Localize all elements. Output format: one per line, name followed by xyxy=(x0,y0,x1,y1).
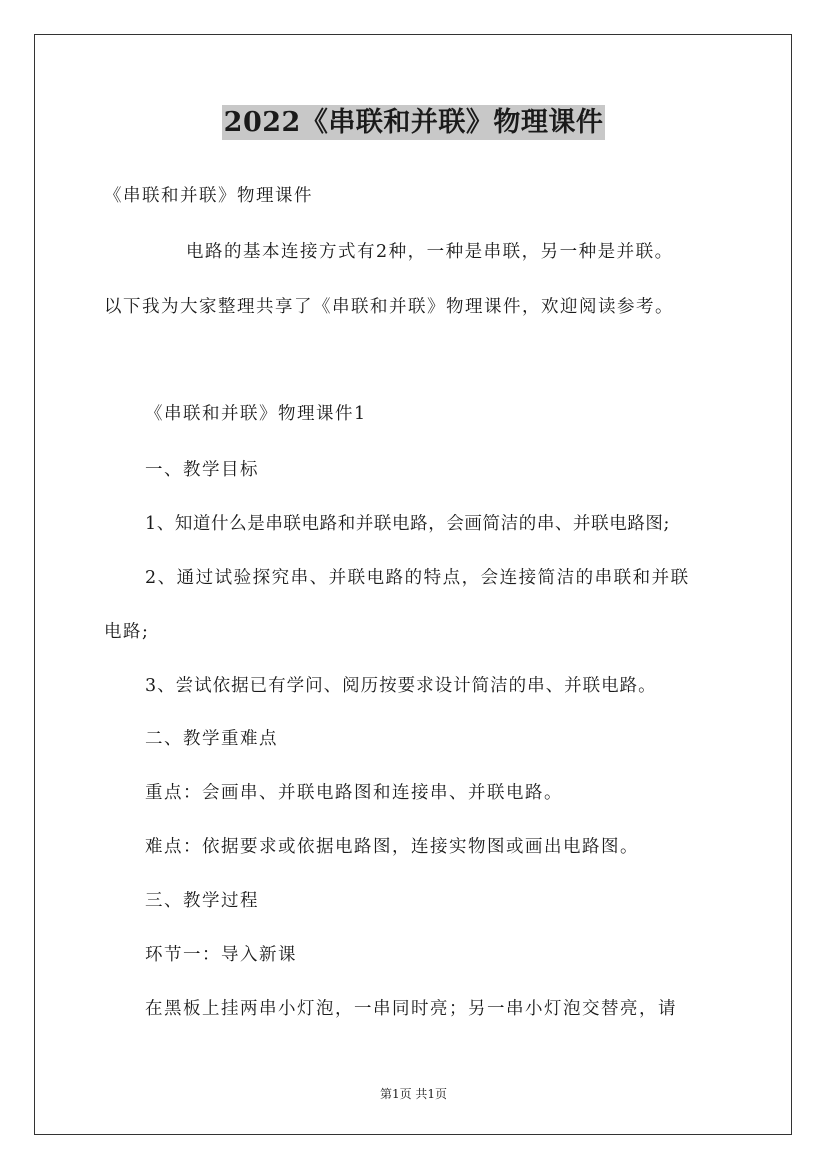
section-heading: 《串联和并联》物理课件1 xyxy=(145,404,367,424)
paragraph-line: 电路的基本连接方式有2种，一种是串联，另一种是并联。 xyxy=(186,242,674,262)
paragraph-line: 以下我为大家整理共享了《串联和并联》物理课件，欢迎阅读参考。 xyxy=(104,297,674,317)
paragraph-line: 重点：会画串、并联电路图和连接串、并联电路。 xyxy=(145,783,563,803)
section-heading: 环节一：导入新课 xyxy=(145,945,297,965)
paragraph-line: 2、通过试验探究串、并联电路的特点，会连接简洁的串联和并联 xyxy=(145,568,690,588)
paragraph-line: 在黑板上挂两串小灯泡，一串同时亮；另一串小灯泡交替亮，请 xyxy=(145,999,677,1019)
document-title-container xyxy=(0,100,827,139)
paragraph-line: 难点：依据要求或依据电路图，连接实物图或画出电路图。 xyxy=(145,837,639,857)
section-heading: 一、教学目标 xyxy=(145,460,259,480)
document-title: 2022《串联和并联》物理课件 xyxy=(223,107,604,138)
section-heading: 三、教学过程 xyxy=(145,891,259,911)
page-footer: 第1页 共1页 xyxy=(379,1087,448,1101)
paragraph-line: 电路; xyxy=(104,622,150,642)
subtitle-line: 《串联和并联》物理课件 xyxy=(104,186,313,206)
section-heading: 二、教学重难点 xyxy=(145,729,278,749)
paragraph-line: 1、知道什么是串联电路和并联电路，会画简洁的串、并联电路图; xyxy=(145,514,671,534)
paragraph-line: 3、尝试依据已有学问、阅历按要求设计简洁的串、并联电路。 xyxy=(145,676,657,696)
